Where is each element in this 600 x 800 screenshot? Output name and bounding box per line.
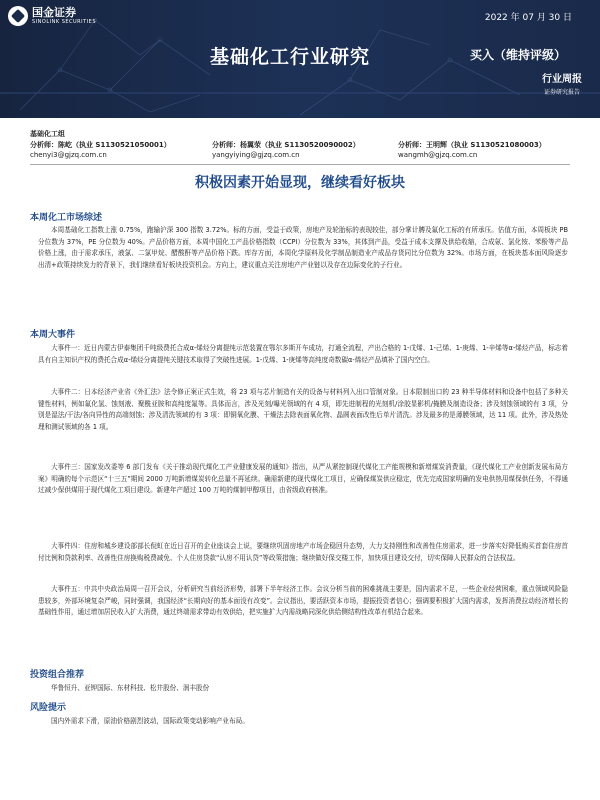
analyst-email[interactable]: chenyi3@gjzq.com.cn: [30, 151, 107, 159]
analyst-name: 分析师：王明辉（执业 S1130521080003）: [398, 141, 546, 149]
logo-icon: [8, 6, 28, 26]
section-heading-events: 本周大事件: [30, 330, 76, 340]
risk-text: 国内外需求下滑，原油价格剧烈波动，国际政策变动影响产业布局。: [51, 717, 249, 725]
analyst-email[interactable]: yangyiying@gjzq.com.cn: [212, 151, 300, 159]
event-item: 大事件三：国家发改委等 6 部门发布《关于推动现代煤化工产业健康发展的通知》指出，从严从紧控制现代煤化工产能规模和新增煤炭消费量，《现代煤化工产业创新发展布局方案》明确的每个示范区“十三五”期间 2000 万吨新增煤炭转化总量不再延续。确需新建的现代煤化工项目，应确保煤炭供应稳定，优先完成国家明确的发电供热用煤保供任务，不得通过减少保供煤用于现代煤化工项目建设。新建年产超过 100 万吨的煤制甲醇项目，由省级政府核准。: [38, 463, 568, 495]
event-item: 大事件四：住房和城乡建设部部长倪虹在近日召开的企业座谈会上说，要继续巩固房地产市场企稳回升态势，大力支持刚性和改善性住房需求，进一步落实好降低购买首套住房首付比例和贷款利率、改善性住房换购税费减免、个人住房贷款“认房不用认贷”等政策措施；继续做好保交楼工作，加快项目建设交付，切实保障人民群众的合法权益。: [38, 542, 568, 562]
report-title: 基础化工行业研究: [210, 46, 371, 68]
report-date: 2022 年 07 月 30 日: [484, 13, 572, 23]
portfolio-stocks: 华鲁恒升、亚钾国际、东材科技、松井股份、润丰股份: [51, 684, 210, 692]
main-title: 积极因素开始显现，继续看好板块: [195, 175, 405, 191]
analyst-card: [212, 140, 360, 160]
report-banner: [0, 0, 600, 118]
section-heading-risk: 风险提示: [30, 703, 67, 713]
rating-badge: 买入（维持评级）: [470, 48, 567, 62]
event-item: 大事件二：日本经济产业省《外汇法》法令修正案正式生效，将 23 项与芯片制造有关的设备与材料列入出口管制对象。日本限制出口的 23 种半导体材料和设备中包括了多种关键性材料，例如氟化氢、蚀刻液、聚酰亚胺和高纯度氟等。具体而言，涉及光刻/曝光领域的有 4 项，即先进制程的光刻机/涂胶显影机/掩膜及制造设备；涉及刻蚀领域的有 3 项，分别是湿法/干法/各向异性的高端刻蚀；涉及清洗领域的有 3 项：即铜氧化膜、干燥法去除表面氧化物、晶圆表面改性后单片清洗。涉及最多的是薄膜领域，达 11 项。此外，涉及热处理和测试领域的各 1 项。: [38, 388, 568, 431]
analyst-email[interactable]: wangmh@gjzq.com.cn: [398, 151, 478, 159]
logo-name-en: SINOLINK SECURITIES: [32, 18, 96, 25]
report-type: 行业周报: [542, 74, 582, 85]
event-item: 大事件一：近日内蒙古伊泰集团千吨级费托合成α-烯烃分离提纯示范装置在鄂尔多斯开车成功，打通全流程，产出合格的 1-戊烯、1-己烯、1-庚烯、1-辛烯等α-烯烃产品，标志着具有自主知识产权的费托合成α-烯烃分离提纯关键技术取得了突破性进展。1-戊烯、1-庚烯等高纯度奇数碳α-烯烃产品填补了国内空白。: [38, 344, 568, 364]
section-heading-portfolio: 投资组合推荐: [30, 670, 85, 680]
market-summary-text: 本周基础化工指数上涨 0.75%，跑输沪深 300 指数 3.72%。标的方面，受益于政策，房地产及轮胎标的表现较佳，部分掌计膊及氟化工标的有所承压。估值方面，本周板块 PB 分位数为 37%，PE 分位数为 40%。产品价格方面，本周中国化工产品价格指数（CCPI）分位数为 33%，其体到产品，受益于成本支撑及供给收缩，合成氨、氯化铵、苯酚等产品价格上涨，由于需求承压，液氯、二氯甲烷、醋酸酐等产品价格下跌。库存方面，本周化学原料及化学制品制造业产成品存货同比分位数为 32%。市场方面，在板块基本面风险逐步出清+政策持续发力的背景下，我们继续看好板块投资机会。方向上，建议重点关注房地产产业链以及存在边际变化的子行业。: [38, 226, 568, 269]
analyst-card: [30, 140, 171, 160]
event-item: 大事件五：中共中央政治局周一召开会议，分析研究当前经济形势，部署下半年经济工作。会议分析当前的困难挑战主要是，国内需求不足，一些企业经营困难，重点领域风险隐患较多，外部环境复杂严峻，同时强调，我国经济“长期向好的基本面没有改变”。会议指出，要活跃资本市场，提振投资者信心；强调要积极扩大国内需求，发挥消费拉动经济增长的基础性作用，通过增加居民收入扩大消费，通过终端需求带动有效供给，把实施扩大内需战略同深化供给侧结构性改革有机结合起来。: [38, 585, 568, 617]
analyst-card: [398, 140, 546, 160]
section-heading-market: 本周化工市场综述: [30, 213, 103, 223]
analyst-name: 分析师：陈屹（执业 S1130521050001）: [30, 141, 171, 149]
report-subtype: 证券研究报告: [544, 89, 581, 96]
divider: [30, 164, 570, 165]
logo-name-cn: 国金证券: [32, 5, 76, 19]
sector-label: 基础化工组: [30, 130, 65, 138]
analyst-name: 分析师：杨翼荥（执业 S1130520090002）: [212, 141, 360, 149]
company-logo: [8, 6, 96, 26]
